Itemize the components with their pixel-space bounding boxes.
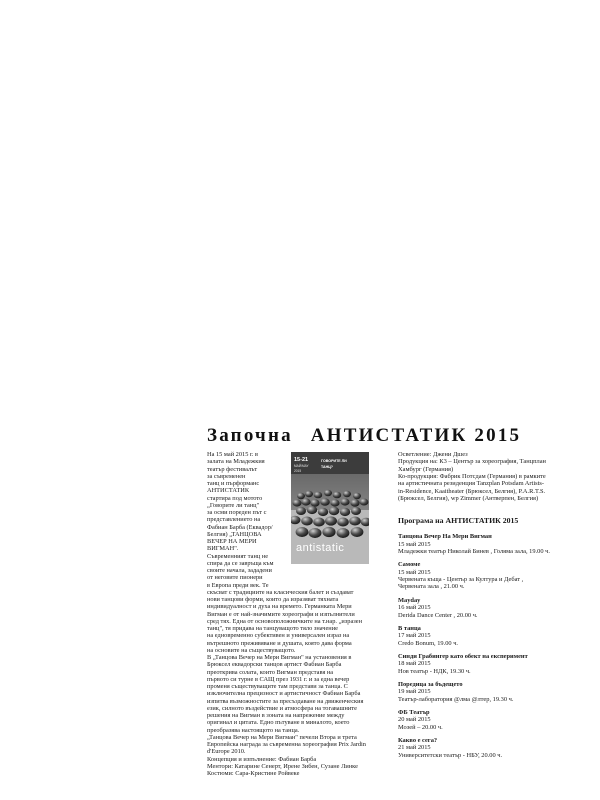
article-line: Съвременният танц не	[207, 552, 269, 560]
credit-line: Хамбург (Германия)	[398, 465, 454, 473]
credit-line: in-Residence, Kaaitheater (Брюксел, Белгия), P.A.R.T.S.	[398, 487, 546, 495]
article-line: театър фестивалът	[207, 465, 258, 473]
event-venue: Нов театър - НДК, 19.30 ч.	[398, 667, 471, 675]
article-line: „Танцова Вечер на Мери Вигман" печели Втора и трета	[207, 733, 357, 741]
credit-line: Осветление: Джени Дшез	[398, 451, 468, 458]
poster-dates: 15-21	[294, 457, 309, 463]
article-line: решения на Вигман в зоната на напрежение между	[207, 712, 345, 719]
article-line: ВЕЧЕР НА МЕРИ	[207, 538, 257, 545]
program-event	[398, 681, 583, 703]
article-line: Фабиан Барба (Еквадор/	[207, 523, 273, 531]
article-full-text	[207, 589, 369, 778]
article-line: на едновременно субективен и универсален израз на	[207, 632, 350, 640]
headline-part2: АНТИСТАТИК 2015	[310, 425, 522, 446]
article-line: променя съществуващите там представи за танца. С	[207, 683, 348, 690]
event-title: Танцова Вечер На Мери Вигман	[398, 533, 492, 541]
article-line: представлението на	[207, 516, 261, 524]
article-line: изключителна прецизност и артистичност Фабиан Барба	[207, 690, 361, 698]
program-event	[398, 625, 583, 647]
poster-slogan-line2: ТАНЦ?	[321, 465, 333, 469]
article-line: преоткрива солата, които Вигман представя на	[207, 668, 334, 676]
article-line: изпитва възможностите за пресъздаване на движенческия	[207, 697, 364, 705]
poster-graphic	[291, 452, 369, 564]
event-title: Mayday	[398, 596, 421, 604]
article-line: нови танцови форми, които да изразяват тяхната	[207, 596, 339, 603]
article-wrap-text	[207, 451, 287, 589]
event-venue: Театър-лаборатория @лма @лтер, 19.30 ч.	[398, 695, 514, 703]
event-date: 18 май 2015	[398, 660, 431, 668]
event-date: 16 май 2015	[398, 604, 431, 612]
article-line: своите начала, зададени	[207, 567, 272, 574]
poster-slogan-line1: ГОВОРИТЕ ЛИ	[321, 459, 347, 463]
article-line: в Европа преди век. Те	[207, 581, 269, 589]
event-date: 21 май 2015	[398, 744, 431, 752]
event-date: 17 май 2015	[398, 632, 431, 640]
event-date: 15 май 2015	[398, 540, 431, 548]
article-line: за осми пореден път с	[207, 509, 267, 516]
poster-wordmark: antistatic	[296, 542, 345, 554]
article-line: Европейска награда за съвременна хореография Prix Jardin	[207, 741, 366, 748]
article-line: На 15 май 2015 г. в	[207, 451, 259, 458]
event-date: 19 май 2015	[398, 688, 431, 696]
article-line: език, силното въздействие и атмосфера на тогавашните	[207, 704, 357, 712]
article-headline	[207, 425, 521, 447]
event-venue: Мозей – 20.00 ч.	[398, 723, 443, 731]
article-line: преобразява настоящото на танца.	[207, 726, 300, 734]
article-line: Ментори: Катарине Сенерт, Ирене Зибен, Сузане Линке	[207, 762, 358, 770]
article-line: скъсват с традициите на класическия балет и създават	[207, 588, 354, 596]
event-date: 15 май 2015	[398, 568, 431, 576]
article-line: залата на Младежкия	[207, 458, 265, 466]
article-line: Костюми: Сара-Кристине Ройвеке	[207, 770, 300, 777]
program-event	[398, 561, 583, 590]
article-line: Концепция и изпълнение: Фабиан Барба	[207, 755, 317, 763]
headline-part1: Започна	[207, 425, 293, 446]
article-line: Белгия) „ТАНЦОВА	[207, 530, 262, 538]
article-line: танц", тя придава на танцуващото тяло значение	[207, 625, 338, 632]
poster-year: 2015	[294, 469, 302, 473]
event-venue: Университетски театър - НБУ, 20.00 ч.	[398, 751, 503, 759]
program-event	[398, 737, 583, 759]
article-line: на основите на съществуващото.	[207, 646, 296, 654]
credit-line: на артистичната резиденция Tanzplan Potsdam Artists-	[398, 480, 544, 488]
festival-poster-image	[291, 452, 369, 564]
event-title: Поредица за бъдещето	[398, 680, 463, 688]
program-event	[398, 533, 583, 555]
event-date: 20 май 2015	[398, 716, 431, 724]
article-line: първото си турне в САЩ през 1931 г. и за една вечер	[207, 675, 350, 683]
article-line: танц и пърформанс	[207, 480, 260, 487]
right-column	[398, 451, 583, 765]
credit-line: (Брюксел, Белгия), wp Zimmer (Антверпен, Белгия)	[398, 495, 539, 503]
article-line: сред тях. Една от основоположничките на т.нар. „изразен	[207, 617, 362, 625]
article-line: вътрешното преживяване и душата, която дава форма	[207, 639, 352, 647]
event-venue: Credo Bonum, 19.00 ч.	[398, 639, 459, 647]
credit-line: Ко-продукция: Фабрик Потсдам (Германия) в рамките	[398, 473, 546, 481]
event-venue: Червената къща - Център за Култура и Дебат ,	[398, 576, 524, 584]
event-title: Синди Грабингер като обект на експеримент	[398, 652, 528, 660]
event-venue-cont: Червената зала , 21.00 ч.	[398, 583, 465, 591]
article-line: АНТИСТАТИК	[207, 487, 250, 495]
article-line: от неговите пионери	[207, 574, 263, 582]
program-event	[398, 597, 583, 619]
article-line: Вигман е от най-значимите хореографи и изпълнители	[207, 610, 355, 618]
event-title: В танца	[398, 624, 421, 632]
program-title: Програма на АНТИСТАТИК 2015	[398, 516, 519, 526]
credits-block	[398, 451, 583, 502]
program-event	[398, 709, 583, 731]
article-line: Брюксел еквадорски танцов артист Фабиан Барба	[207, 661, 342, 669]
event-title: Самоме	[398, 561, 421, 569]
article-line: оригинал и цитата. Едно пътуване в миналото, което	[207, 719, 350, 727]
credit-line: Продукция на: К3 – Център за хореография, Танцплан	[398, 458, 546, 466]
poster-header-band	[291, 452, 369, 474]
article-line: стартира под мотото	[207, 494, 263, 502]
event-title: Какво е сега?	[398, 736, 438, 744]
article-line: индивидуалност и духа на времето. Германката Мери	[207, 603, 352, 611]
article-line: В „Танцова Вечер на Мери Вигман" на установения в	[207, 654, 352, 661]
poster-month: МАЙ/MAY	[294, 464, 309, 468]
event-title: ФБ Театър	[398, 708, 430, 716]
article-line: за съвременен	[207, 472, 246, 480]
article-line: „Говорите ли танц"	[207, 501, 260, 509]
event-venue: Derida Dance Center , 20.00 ч.	[398, 611, 478, 619]
event-venue: Младежки театър Николай Бинев , Голяма зала, 19.00 ч.	[398, 548, 550, 556]
article-line: d'Europe 2010.	[207, 748, 246, 756]
article-line: ВИГМАН".	[207, 545, 239, 553]
program-event	[398, 653, 583, 675]
article-line: спира да се завръща към	[207, 559, 274, 567]
